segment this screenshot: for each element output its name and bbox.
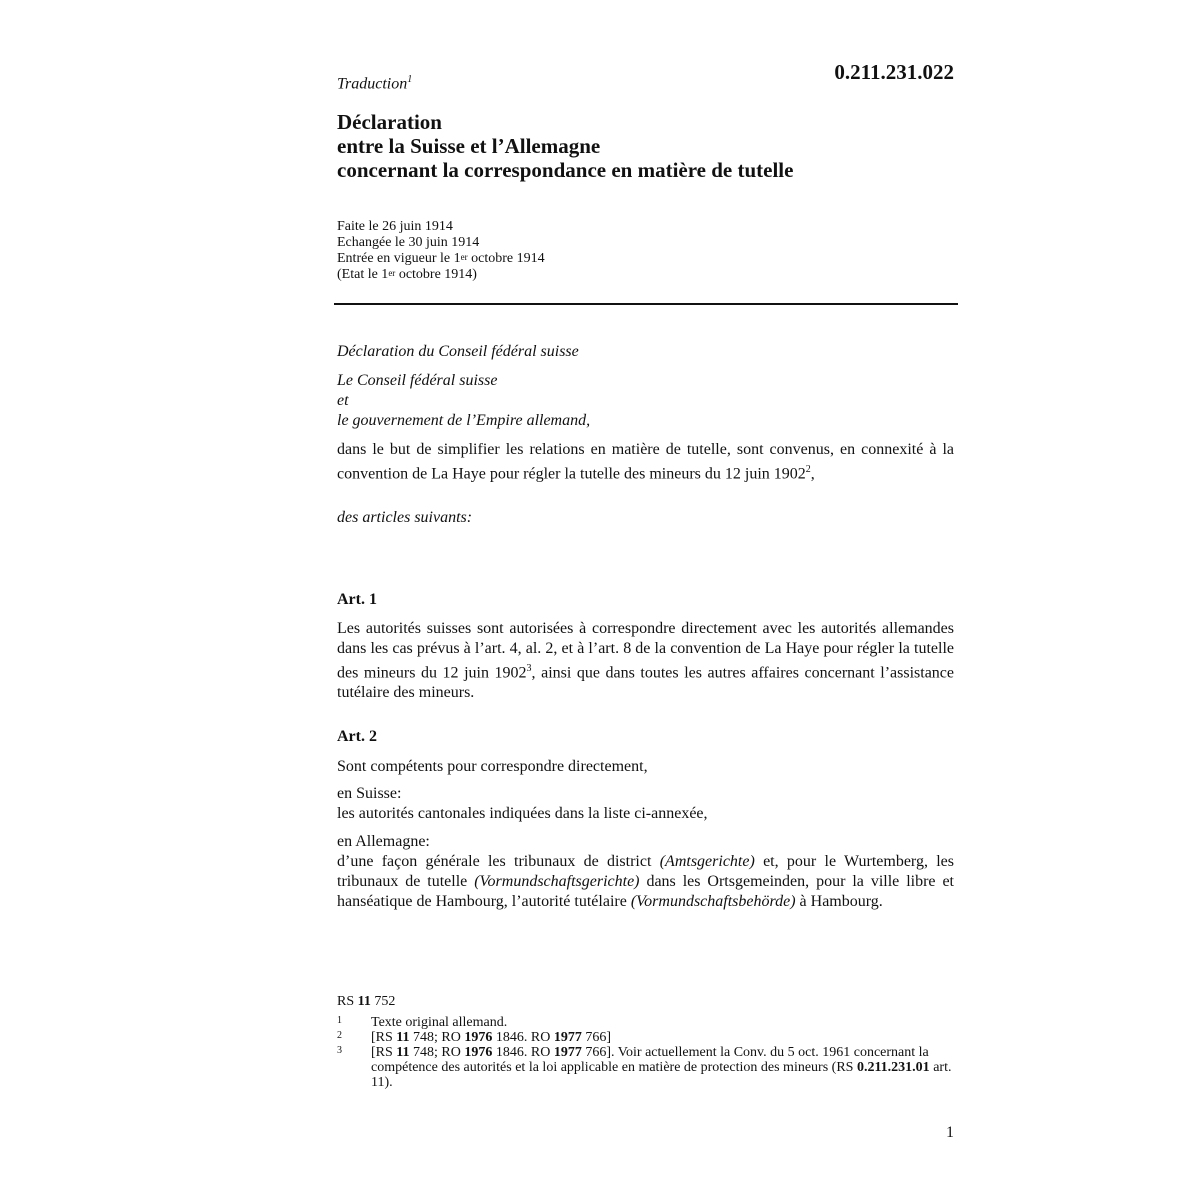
page-number: 1 [946, 1124, 954, 1141]
party-1: Le Conseil fédéral suisse [337, 372, 498, 389]
date-exchanged: Echangée le 30 juin 1914 [337, 235, 480, 250]
preamble-closing: des articles suivants: [337, 509, 473, 526]
preamble-text: dans le but de simplifier les relations en matière de tutelle, sont convenus, en connexité à la convention de La Haye pour régler la tutelle des mineurs du 12 juin 1902$^2$, [337, 441, 954, 483]
date-status: (Etat le 1er octobre 1914) [337, 267, 477, 282]
preamble-heading: Déclaration du Conseil fédéral suisse [337, 343, 579, 360]
footnote-ref-1[interactable]: 1 [407, 74, 413, 85]
article-2-intro: Sont compétents pour correspondre directement, [337, 758, 648, 775]
article-2-switzerland [337, 784, 954, 824]
party-conjunction: et [337, 392, 349, 409]
title-line-2: entre la Suisse et l’Allemagne [337, 134, 601, 158]
footnotes [337, 1015, 957, 1090]
document-title [337, 110, 957, 182]
title-line-3: concernant la correspondance en matière de tutelle [337, 158, 794, 182]
footnote-ref-3[interactable]: 3 [526, 663, 532, 674]
sr-number: 0.211.231.022 [834, 60, 954, 84]
party-2: le gouvernement de l’Empire allemand, [337, 412, 591, 429]
article-2-title: Art. 2 [337, 728, 377, 745]
footnote-ref-2[interactable]: 2 [805, 464, 811, 475]
rs-reference: RS 11 752 [337, 994, 396, 1009]
date-signed: Faite le 26 juin 1914 [337, 219, 453, 234]
germany-label: en Allemagne: [337, 833, 430, 850]
switzerland-label: en Suisse: [337, 785, 402, 802]
article-1-text: Les autorités suisses sont autorisées à correspondre directement avec les autorités allemandes dans les cas prévus à l’art. 4, al. 2, et à l’art. 8 de la convention de La Haye pour régler la tutelle des mineurs du 12 juin 1902$^3$, ainsi que dans toutes les autres affaires concernant l’assistance tutélaire des mineurs. [337, 620, 954, 702]
date-in-force: Entrée en vigueur le 1er octobre 1914 [337, 251, 545, 266]
title-line-1: Déclaration [337, 110, 442, 134]
footnote-1: 1 Texte original allemand. [337, 1015, 508, 1030]
article-1-title: Art. 1 [337, 591, 377, 608]
header-divider [334, 303, 958, 305]
footnote-2: 2 [RS 11 748; RO 1976 1846. RO 1977 766] [337, 1030, 611, 1045]
preamble-parties [337, 371, 954, 431]
switzerland-text: les autorités cantonales indiquées dans la liste ci-annexée, [337, 805, 708, 822]
translation-label: Traduction [337, 75, 408, 93]
germany-text: d’une façon générale les tribunaux de district (Amtsgerichte) et, pour le Wurtemberg, les tribunaux de tutelle (Vormundschaftsgerichte) dans les Ortsgemeinden, pour la ville libre et hanséatique de Hambourg, l’autorité tutélaire (Vormundschaftsbehörde) à Hambourg. [337, 853, 955, 910]
footnote-3: 3 [RS 11 748; RO 1976 1846. RO 1977 766]. Voir actuellement la Conv. du 5 oct. 1961 concernant la compétence des autorités et la loi applicable en matière de protection des mineurs (RS 0.211.231.01 art. 11). [337, 1045, 952, 1090]
translation-note [337, 74, 412, 93]
document-dates [337, 219, 545, 283]
